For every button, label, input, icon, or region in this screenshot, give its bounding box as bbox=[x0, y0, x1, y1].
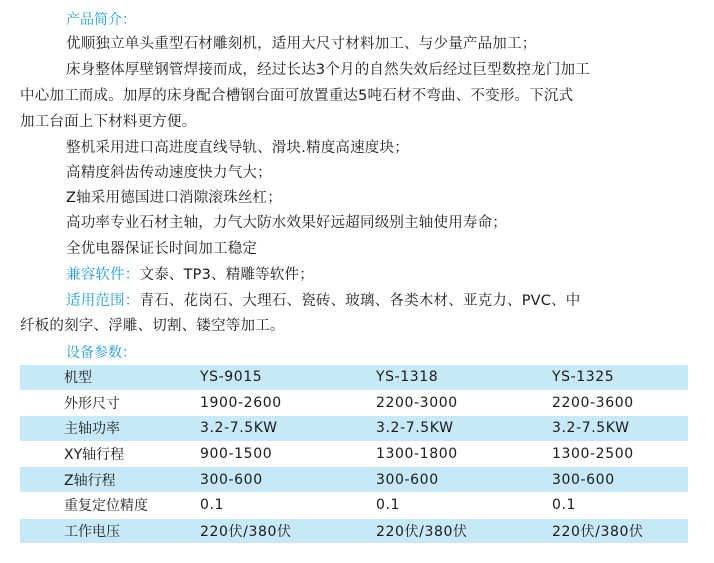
spec-value: 2200-3000 bbox=[376, 390, 552, 416]
spec-label: 重复定位精度 bbox=[20, 492, 200, 518]
table-row bbox=[20, 390, 688, 416]
spec-value: YS-1318 bbox=[376, 365, 552, 390]
spec-label: 工作电压 bbox=[20, 518, 200, 544]
table-row bbox=[20, 416, 688, 442]
spec-label: 主轴功率 bbox=[20, 416, 200, 442]
spec-value: 220伏/380伏 bbox=[552, 518, 688, 544]
spec-value: 300-600 bbox=[376, 467, 552, 493]
application-line bbox=[66, 289, 581, 313]
spec-value: 2200-3600 bbox=[552, 390, 688, 416]
spec-value: 0.1 bbox=[552, 492, 688, 518]
spec-value: 1300-1800 bbox=[376, 441, 552, 467]
software-value: 文泰、TP3、精雕等软件； bbox=[139, 267, 314, 283]
spec-value: 300-600 bbox=[552, 467, 688, 493]
spec-value: 1300-2500 bbox=[552, 441, 688, 467]
intro-line-5: 整机采用进口高进度直线导轨、滑块.精度高速度块； bbox=[66, 140, 409, 156]
spec-value: 300-600 bbox=[200, 467, 376, 493]
application-label: 适用范围： bbox=[66, 293, 140, 309]
spec-value: 1900-2600 bbox=[200, 390, 376, 416]
intro-line-6: 高精度斜齿传动速度快力气大； bbox=[66, 165, 272, 181]
spec-label: XY轴行程 bbox=[20, 441, 200, 467]
spec-label: Z轴行程 bbox=[20, 467, 200, 493]
software-line bbox=[66, 263, 314, 287]
table-row bbox=[20, 365, 688, 390]
software-label: 兼容软件： bbox=[66, 267, 140, 283]
spec-value: YS-9015 bbox=[200, 365, 376, 390]
spec-table bbox=[20, 365, 688, 544]
table-row bbox=[20, 492, 688, 518]
specs-heading: 设备参数： bbox=[66, 345, 136, 361]
intro-line-4: 加工台面上下材料更方便。 bbox=[20, 114, 197, 130]
spec-label: 机型 bbox=[20, 365, 200, 390]
spec-value: 3.2-7.5KW bbox=[200, 416, 376, 442]
intro-line-9: 全优电器保证长时间加工稳定 bbox=[66, 241, 258, 257]
intro-heading: 产品简介： bbox=[66, 12, 136, 28]
application-value: 青石、花岗石、大理石、瓷砖、玻璃、各类木材、亚克力、PVC、中 bbox=[139, 293, 581, 309]
intro-line-3: 中心加工而成。加厚的床身配合槽钢台面可放置重达5吨石材不弯曲、不变形。下沉式 bbox=[20, 88, 574, 104]
intro-line-8: 高功率专业石材主轴，力气大防水效果好远超同级别主轴使用寿命； bbox=[66, 215, 507, 231]
intro-line-2: 床身整体厚壁钢管焊接而成，经过长达3个月的自然失效后经过巨型数控龙门加工 bbox=[66, 62, 590, 78]
spec-value: 3.2-7.5KW bbox=[376, 416, 552, 442]
spec-value: 3.2-7.5KW bbox=[552, 416, 688, 442]
spec-label: 外形尺寸 bbox=[20, 390, 200, 416]
spec-value: 900-1500 bbox=[200, 441, 376, 467]
spec-value: 0.1 bbox=[200, 492, 376, 518]
table-row bbox=[20, 441, 688, 467]
application-line-2: 纤板的刻字、浮雕、切割、镂空等加工。 bbox=[20, 318, 285, 334]
intro-line-1: 优顺独立单头重型石材雕刻机，适用大尺寸材料加工、与少量产品加工； bbox=[66, 36, 537, 52]
intro-line-7: Z轴采用德国进口消隙滚珠丝杠； bbox=[66, 190, 282, 206]
spec-value: 0.1 bbox=[376, 492, 552, 518]
table-row bbox=[20, 518, 688, 544]
spec-value: YS-1325 bbox=[552, 365, 688, 390]
spec-value: 220伏/380伏 bbox=[200, 518, 376, 544]
spec-value: 220伏/380伏 bbox=[376, 518, 552, 544]
table-row bbox=[20, 467, 688, 493]
